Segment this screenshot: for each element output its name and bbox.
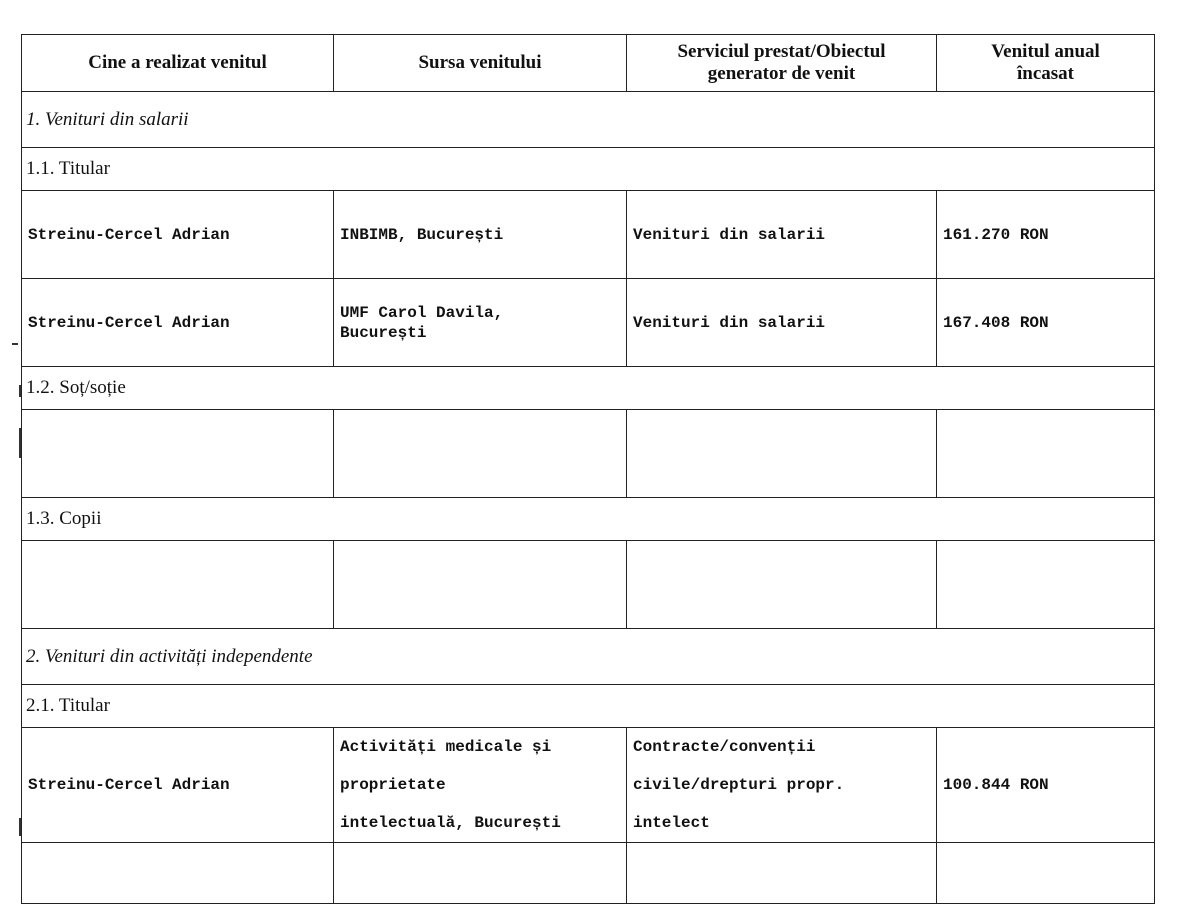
empty-row [22,541,1155,629]
cell-service-line: Venituri din salarii [633,313,826,332]
subsection-title: 1.1. Titular [22,148,1155,191]
cell-source-line: București [340,323,427,342]
header-amount [937,35,1155,92]
table-row [22,279,1155,367]
cell-service-line: Venituri din salarii [633,225,826,244]
subsection-row [22,685,1155,728]
cell-service-line: Contracte/convenții [633,738,816,756]
section-title: 2. Venituri din activități independente [22,629,1155,685]
subsection-title: 1.3. Copii [22,498,1155,541]
empty-cell [334,410,627,498]
subsection-row [22,367,1155,410]
empty-row [22,410,1155,498]
header-service-line: Serviciul prestat/Obiectul [677,41,886,62]
header-service [627,35,937,92]
subsection-row [22,148,1155,191]
scan-artifact [19,818,21,836]
cell-source-line: UMF Carol Davila, [340,303,504,322]
table-row [22,191,1155,279]
income-declaration-table [21,34,1155,904]
empty-cell [937,410,1155,498]
scan-artifact [19,428,21,458]
empty-row [22,843,1155,904]
empty-cell [22,541,334,629]
header-amount-line: Venitul anual [991,41,1100,62]
cell-source-line: INBIMB, București [340,225,504,244]
empty-cell [937,541,1155,629]
cell-amount: 100.844 RON [937,728,1155,843]
empty-cell [22,843,334,904]
cell-source-line: Activități medicale și [340,738,552,756]
cell-service-line: intelect [633,814,710,832]
subsection-row [22,498,1155,541]
empty-cell [627,843,937,904]
cell-service [627,279,937,367]
cell-source [334,191,627,279]
cell-who: Streinu-Cercel Adrian [22,728,334,843]
cell-service-line: civile/drepturi propr. [633,776,845,794]
section-title: 1. Venituri din salarii [22,92,1155,148]
cell-who: Streinu-Cercel Adrian [22,191,334,279]
table-row [22,728,1155,843]
header-row [22,35,1155,92]
empty-cell [22,410,334,498]
scan-artifact [12,343,18,345]
cell-service [627,728,937,843]
header-service-line: generator de venit [707,63,856,84]
cell-who: Streinu-Cercel Adrian [22,279,334,367]
header-source: Sursa venitului [334,35,627,92]
cell-service [627,191,937,279]
empty-cell [334,541,627,629]
header-amount-line: încasat [1017,63,1074,84]
subsection-title: 2.1. Titular [22,685,1155,728]
cell-source [334,728,627,843]
cell-source-line: proprietate [340,776,446,794]
cell-source-line: intelectuală, București [340,814,561,832]
scan-artifact [19,385,21,397]
subsection-title: 1.2. Soț/soție [22,367,1155,410]
empty-cell [334,843,627,904]
empty-cell [627,410,937,498]
cell-amount: 161.270 RON [937,191,1155,279]
header-who: Cine a realizat venitul [22,35,334,92]
section-row [22,629,1155,685]
section-row [22,92,1155,148]
empty-cell [937,843,1155,904]
empty-cell [627,541,937,629]
cell-amount: 167.408 RON [937,279,1155,367]
cell-source [334,279,627,367]
